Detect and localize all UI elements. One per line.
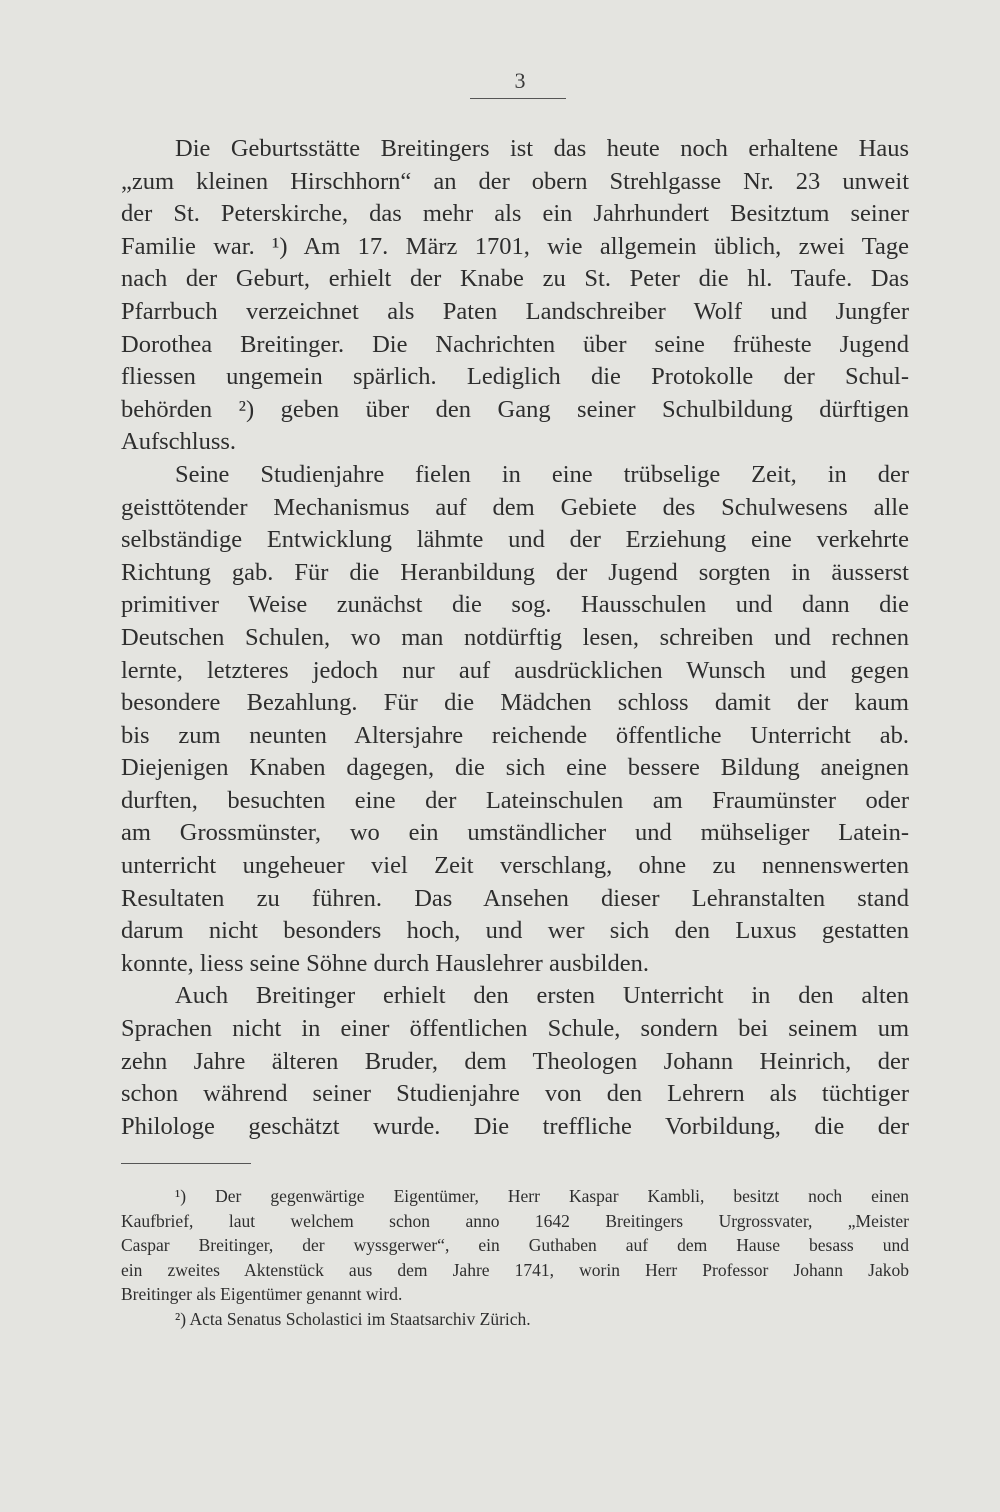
footnote-line: Breitinger als Eigentümer genannt wird. — [121, 1284, 403, 1305]
text-line: Resultaten zu führen. Das Ansehen dieser Lehranstalten stand — [121, 884, 909, 912]
text-line: selbständige Entwicklung lähmte und der Erziehung eine verkehrte — [121, 526, 909, 554]
footnote-line: Caspar Breitinger, der wyssgerwer“, ein Guthaben auf dem Hause besass und — [121, 1235, 909, 1256]
text-line: Familie war. ¹) Am 17. März 1701, wie allgemein üblich, zwei Tage — [121, 232, 909, 260]
paragraph-1 — [121, 133, 909, 459]
text-line: der St. Peterskirche, das mehr als ein Jahrhundert Besitztum seiner — [121, 200, 909, 228]
text-line: nach der Geburt, erhielt der Knabe zu St. Peter die hl. Taufe. Das — [121, 265, 909, 293]
text-line: Philologe geschätzt wurde. Die treffliche Vorbildung, die der — [121, 1112, 909, 1140]
footnote-1 — [121, 1184, 909, 1307]
text-line: primitiver Weise zunächst die sog. Hausschulen und dann die — [121, 591, 909, 619]
text-line: Diejenigen Knaben dagegen, die sich eine bessere Bildung aneignen — [121, 754, 909, 782]
text-line: schon während seiner Studienjahre von den Lehrern als tüchtiger — [121, 1080, 909, 1108]
text-line: bis zum neunten Altersjahre reichende öffentliche Unterricht ab. — [121, 721, 909, 749]
text-line: geisttötender Mechanismus auf dem Gebiete des Schulwesens alle — [121, 493, 909, 521]
text-line: zehn Jahre älteren Bruder, dem Theologen Johann Heinrich, der — [121, 1047, 909, 1075]
page-number-rule — [470, 98, 566, 99]
footnote-line: Kaufbrief, laut welchem schon anno 1642 Breitingers Urgrossvater, „Meister — [121, 1210, 909, 1231]
body-text — [121, 133, 909, 1143]
text-line: konnte, liess seine Söhne durch Hauslehrer ausbilden. — [121, 949, 649, 977]
text-line: Seine Studienjahre fielen in eine trübselige Zeit, in der — [175, 460, 909, 488]
page-number: 3 — [514, 68, 526, 93]
footnotes — [121, 1184, 909, 1332]
text-line: Richtung gab. Für die Heranbildung der Jugend sorgten in äusserst — [121, 558, 909, 586]
text-line: Aufschluss. — [121, 428, 237, 456]
paragraph-3 — [121, 980, 909, 1143]
footnote-line: ²) Acta Senatus Scholastici im Staatsarchiv Zürich. — [175, 1308, 531, 1329]
text-line: unterricht ungeheuer viel Zeit verschlang, ohne zu nennenswerten — [121, 852, 909, 880]
text-line: Deutschen Schulen, wo man notdürftig lesen, schreiben und rechnen — [121, 623, 909, 651]
text-line: Dorothea Breitinger. Die Nachrichten über seine früheste Jugend — [121, 330, 909, 358]
text-line: darum nicht besonders hoch, und wer sich den Luxus gestatten — [121, 917, 909, 945]
footnote-2 — [121, 1307, 909, 1332]
text-line: lernte, letzteres jedoch nur auf ausdrücklichen Wunsch und gegen — [121, 656, 909, 684]
text-line: Die Geburtsstätte Breitingers ist das heute noch erhaltene Haus — [175, 135, 909, 162]
text-line: durften, besuchten eine der Lateinschulen am Fraumünster oder — [121, 786, 909, 814]
text-line: behörden ²) geben über den Gang seiner Schulbildung dürftigen — [121, 395, 909, 423]
text-line: Sprachen nicht in einer öffentlichen Schule, sondern bei seinem um — [121, 1015, 909, 1043]
text-line: besondere Bezahlung. Für die Mädchen schloss damit der kaum — [121, 689, 909, 717]
text-line: „zum kleinen Hirschhorn“ an der obern Strehlgasse Nr. 23 unweit — [121, 167, 909, 195]
text-line: fliessen ungemein spärlich. Lediglich die Protokolle der Schul- — [121, 363, 909, 391]
text-line: Pfarrbuch verzeichnet als Paten Landschreiber Wolf und Jungfer — [121, 297, 909, 325]
footnote-line: ¹) Der gegenwärtige Eigentümer, Herr Kaspar Kambli, besitzt noch einen — [175, 1186, 909, 1206]
paragraph-2 — [121, 459, 909, 981]
footnote-line: ein zweites Aktenstück aus dem Jahre 1741, worin Herr Professor Johann Jakob — [121, 1259, 909, 1280]
text-line: Auch Breitinger erhielt den ersten Unterricht in den alten — [175, 982, 909, 1010]
text-line: am Grossmünster, wo ein umständlicher und mühseliger Latein- — [121, 819, 909, 847]
footnote-separator — [121, 1163, 251, 1164]
